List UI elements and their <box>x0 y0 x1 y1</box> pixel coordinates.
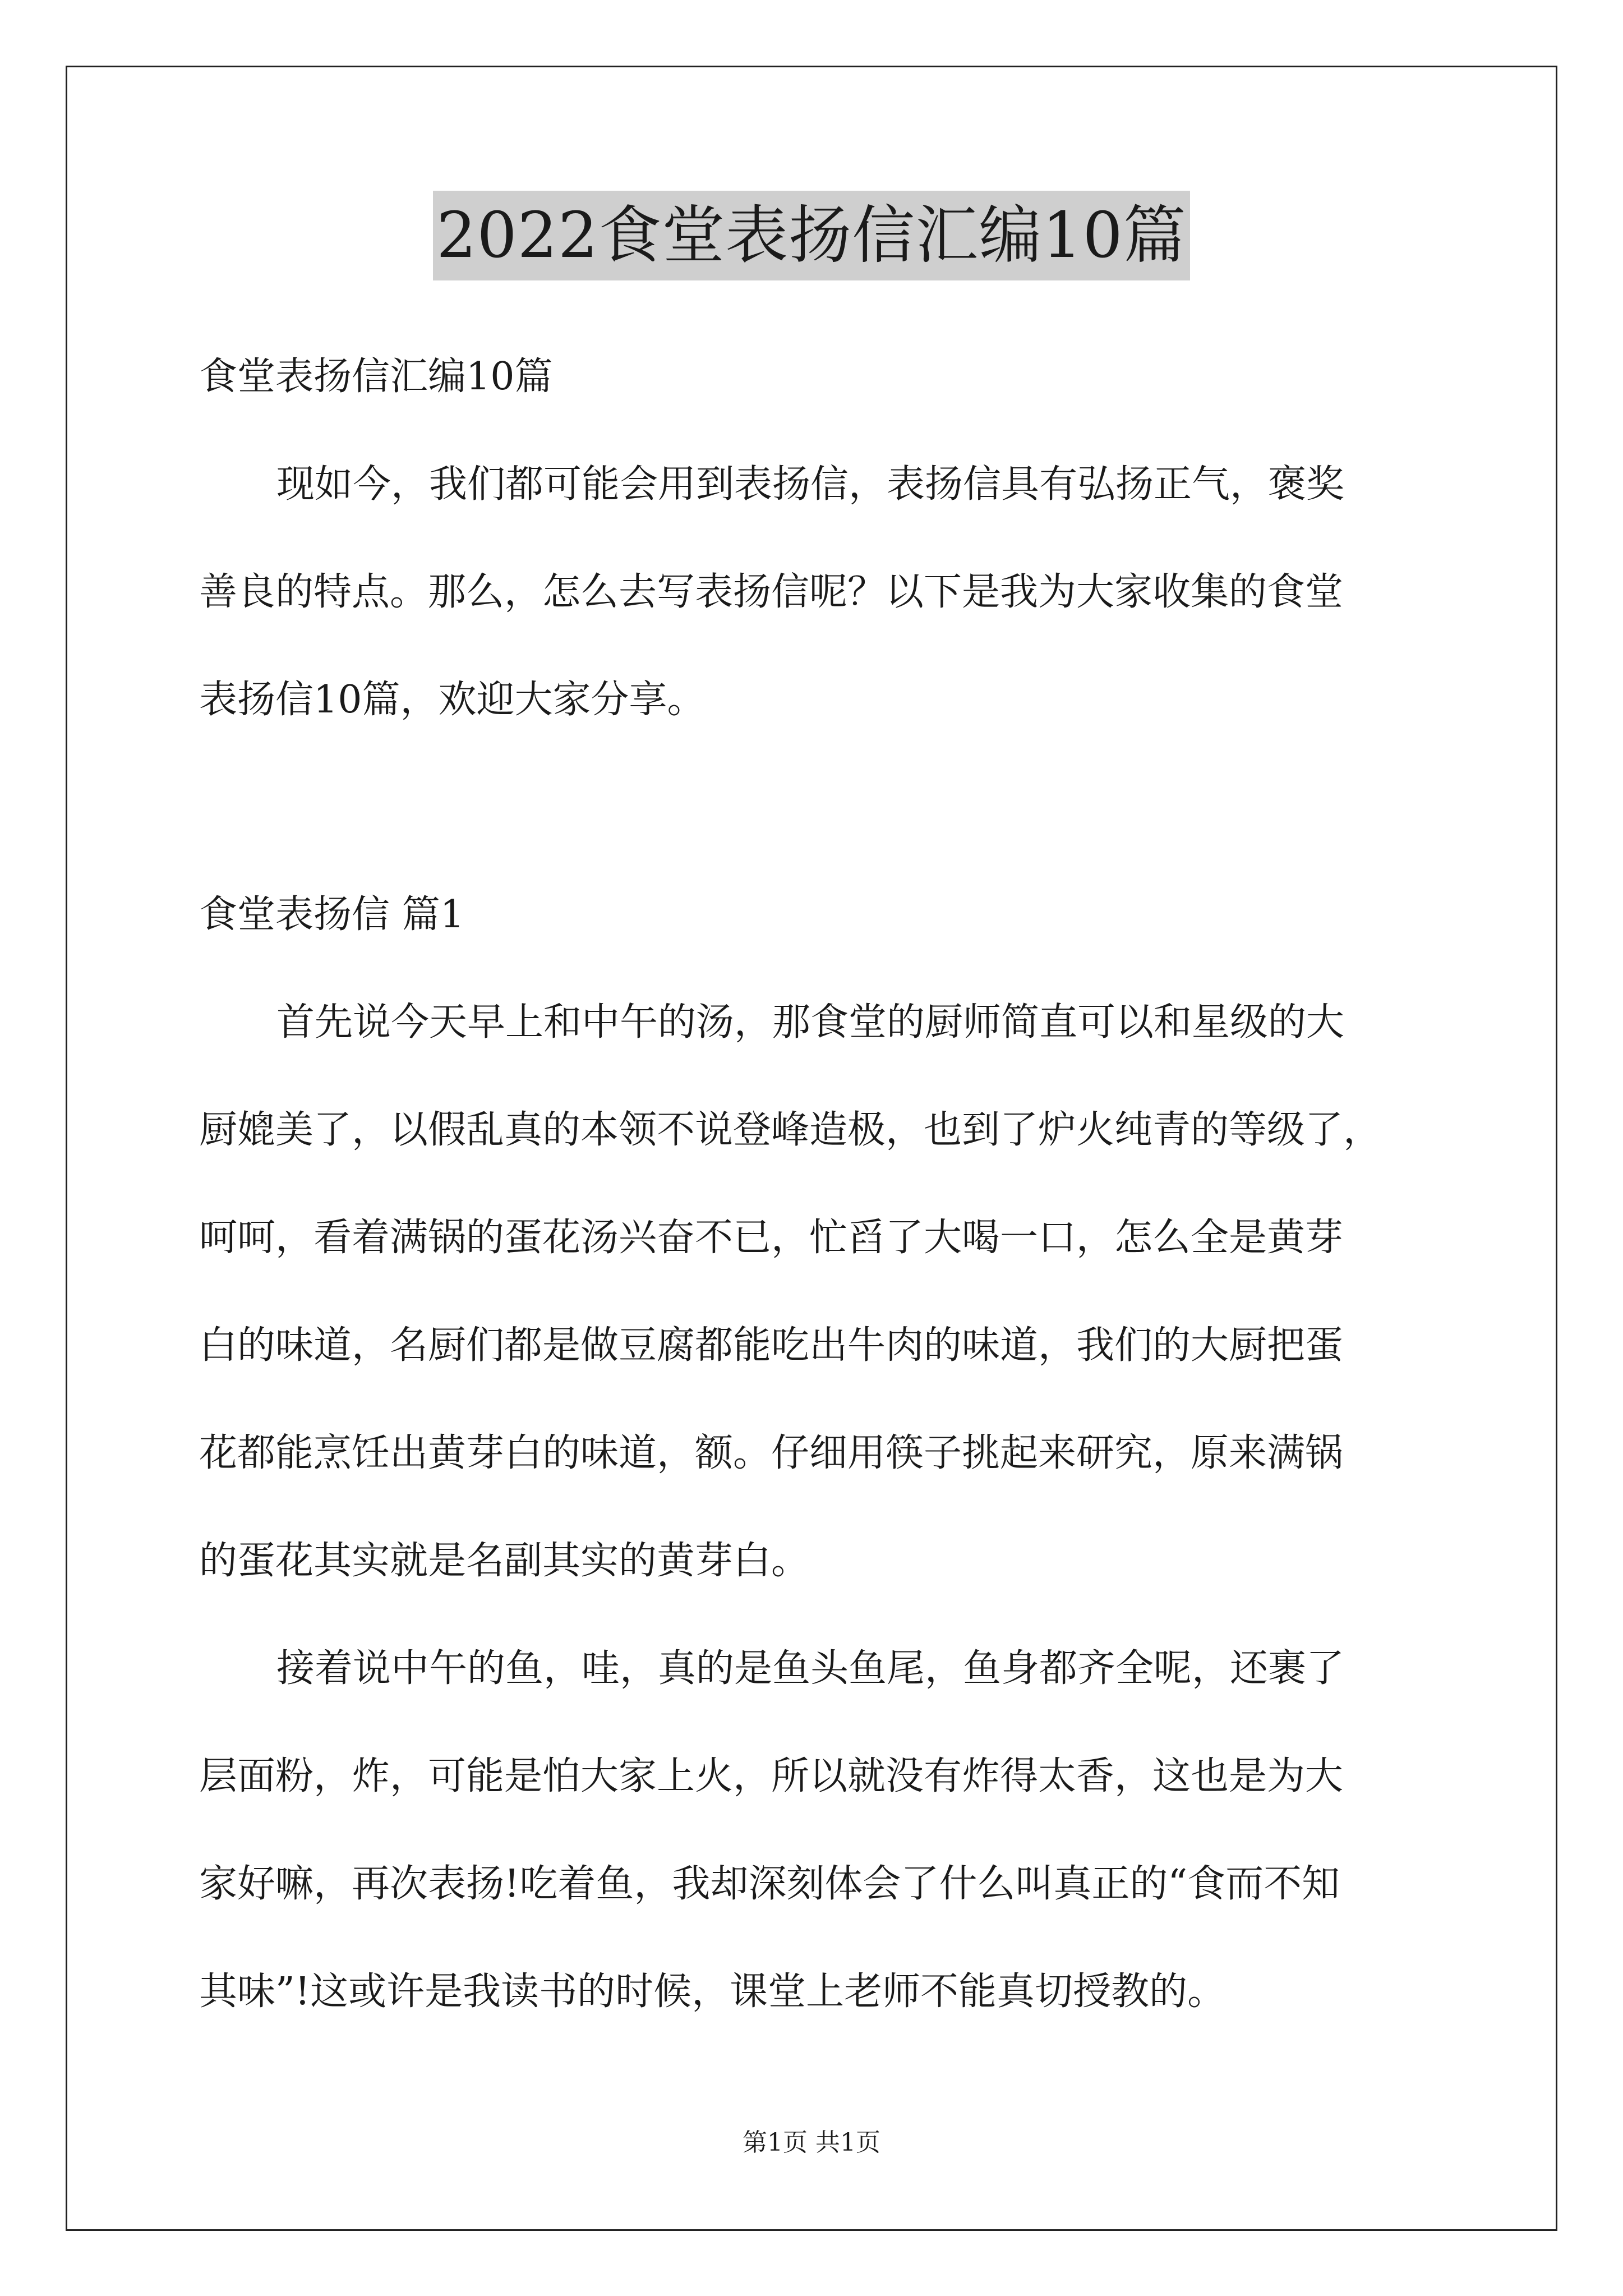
section-heading: 食堂表扬信 篇1 <box>199 892 464 937</box>
paragraph-line: 花都能烹饪出黄芽白的味道，额。仔细用筷子挑起来研究，原来满锅 <box>199 1431 1344 1475</box>
page-footer: 第1页 共1页 <box>743 2128 880 2157</box>
title-wrap <box>0 191 1623 280</box>
paragraph-line: 其味”!这或许是我读书的时候，课堂上老师不能真切授教的。 <box>199 1970 1226 2014</box>
paragraph-line: 呵呵，看着满锅的蛋花汤兴奋不已，忙舀了大喝一口，怎么全是黄芽 <box>199 1216 1344 1260</box>
intro-line: 表扬信10篇，欢迎大家分享。 <box>199 678 706 722</box>
paragraph-line: 的蛋花其实就是名副其实的黄芽白。 <box>199 1539 810 1583</box>
paragraph-line: 首先说今天早上和中午的汤，那食堂的厨师简直可以和星级的大 <box>276 1000 1345 1045</box>
paragraph-line: 白的味道，名厨们都是做豆腐都能吃出牛肉的味道，我们的大厨把蛋 <box>199 1323 1344 1368</box>
paragraph-line: 层面粉，炸，可能是怕大家上火，所以就没有炸得太香，这也是为大 <box>199 1754 1344 1798</box>
paragraph-line: 厨媲美了，以假乱真的本领不说登峰造极，也到了炉火纯青的等级了， <box>199 1108 1382 1152</box>
intro-line: 善良的特点。那么，怎么去写表扬信呢？以下是我为大家收集的食堂 <box>199 570 1344 614</box>
intro-line: 现如今，我们都可能会用到表扬信，表扬信具有弘扬正气，褒奖 <box>276 462 1345 507</box>
paragraph-line: 家好嘛，再次表扬!吃着鱼，我却深刻体会了什么叫真正的“食而不知 <box>199 1862 1340 1906</box>
document-subtitle: 食堂表扬信汇编10篇 <box>199 355 553 399</box>
document-title: 2022食堂表扬信汇编10篇 <box>433 191 1190 280</box>
paragraph-line: 接着说中午的鱼，哇，真的是鱼头鱼尾，鱼身都齐全呢，还裹了 <box>276 1646 1345 1691</box>
